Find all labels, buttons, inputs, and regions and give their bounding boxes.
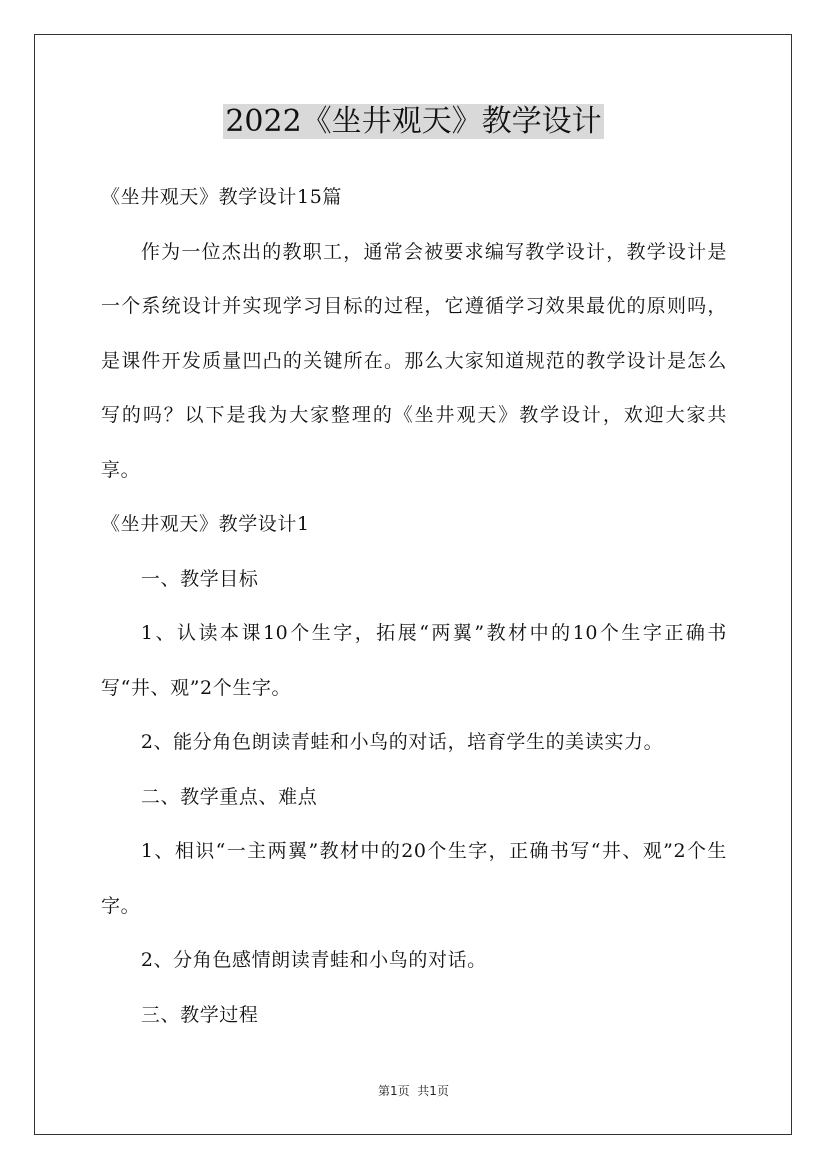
key-point-item-1: 1、相识“一主两翼”教材中的20个生字，正确书写“井、观”2个生字。 (101, 840, 727, 917)
document-title-container (0, 100, 827, 144)
document-title: 2022《坐井观天》教学设计 (225, 104, 602, 139)
subheading-teaching-goals: 一、教学目标 (140, 567, 259, 590)
subtitle-paragraph: 《坐井观天》教学设计15篇 (101, 186, 342, 208)
goal-item-1: 1、认读本课10个生字，拓展“两翼”教材中的10个生字正确书写“井、观”2个生字。 (101, 622, 727, 699)
subheading-key-points: 二、教学重点、难点 (140, 785, 318, 808)
subheading-process: 三、教学过程 (140, 1003, 259, 1026)
goal-item-2: 2、能分角色朗读青蛙和小鸟的对话，培育学生的美读实力。 (140, 731, 664, 753)
key-point-item-2: 2、分角色感情朗读青蛙和小鸟的对话。 (140, 949, 487, 971)
page-number: 第1页 共1页 (378, 1084, 449, 1098)
section-heading: 《坐井观天》教学设计1 (101, 513, 310, 535)
document-body (101, 170, 727, 1042)
intro-paragraph: 作为一位杰出的教职工，通常会被要求编写教学设计，教学设计是一个系统设计并实现学习目标的过程，它遵循学习效果最优的原则吗，是课件开发质量凹凸的关键所在。那么大家知道规范的教学设计是怎么写的吗？以下是我为大家整理的《坐井观天》教学设计，欢迎大家共享。 (101, 240, 727, 481)
page-footer (0, 1083, 827, 1099)
